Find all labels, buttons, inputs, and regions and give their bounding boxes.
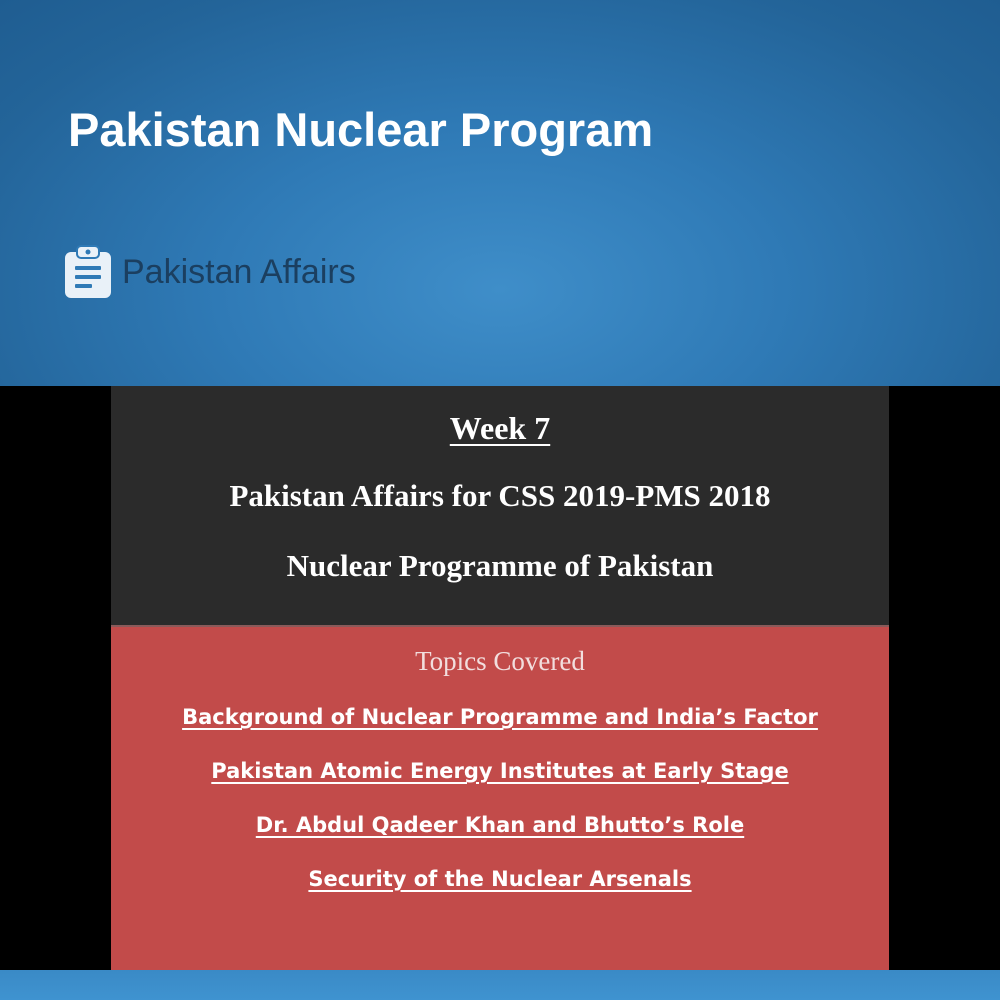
course-title: Pakistan Affairs for CSS 2019-PMS 2018 bbox=[229, 478, 771, 513]
topic-item: Dr. Abdul Qadeer Khan and Bhutto’s Role bbox=[255, 813, 745, 837]
topic-item: Background of Nuclear Programme and India’s Factor bbox=[182, 705, 818, 729]
clipboard-icon bbox=[62, 244, 114, 300]
slide-title-panel bbox=[111, 386, 889, 626]
category-tag[interactable] bbox=[62, 244, 356, 300]
topic-item: Pakistan Atomic Energy Institutes at Early Stage bbox=[211, 759, 789, 783]
topics-panel bbox=[111, 627, 889, 970]
bottom-bar bbox=[0, 970, 1000, 1000]
category-label: Pakistan Affairs bbox=[122, 252, 356, 291]
post-title: Pakistan Nuclear Program bbox=[68, 103, 654, 156]
programme-title: Nuclear Programme of Pakistan bbox=[286, 548, 714, 583]
week-label: Week 7 bbox=[449, 410, 551, 446]
topic-item: Security of the Nuclear Arsenals bbox=[308, 867, 692, 891]
topics-heading: Topics Covered bbox=[415, 646, 585, 676]
post-header bbox=[0, 0, 1000, 386]
